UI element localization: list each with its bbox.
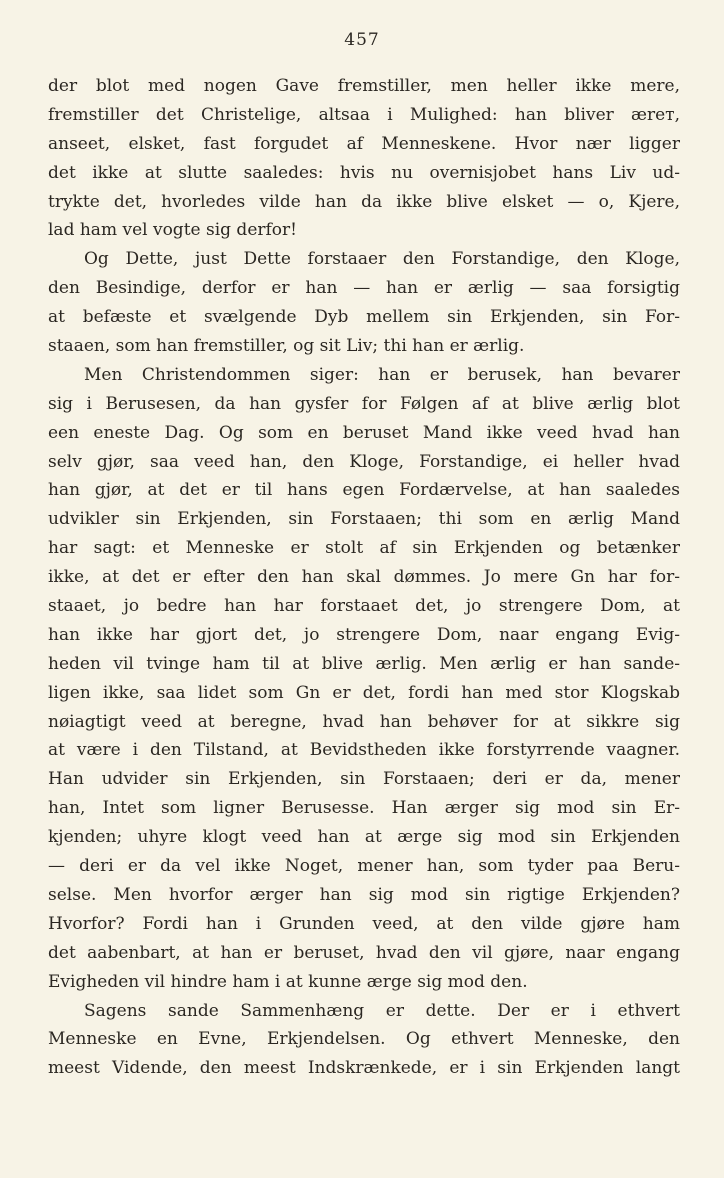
text-line: lad ham vel vogte sig derfor! [48, 220, 297, 241]
text-line: Menneske en Evne, Erkjendelsen. Og ethvert Menneske, den [48, 1029, 680, 1050]
text-line: det aabenbart, at han er beruset, hvad den vil gjøre, naar engang [48, 942, 680, 963]
text-line: — deri er da vel ikke Noget, mener han, som tyder paa Beru- [48, 856, 680, 877]
text-line: Hvorfor? Fordi han i Grunden veed, at den vilde gjøre ham [48, 913, 680, 934]
text-line: sig i Berusesen, da han gysfer for Følgen af at blive ærlig blot [48, 393, 680, 414]
text-line: der blot med nogen Gave fremstiller, men heller ikke mere, [48, 76, 680, 96]
text-line: een eneste Dag. Og som en beruset Mand ikke veed hvad han [48, 422, 680, 443]
text-line: Evigheden vil hindre ham i at kunne ærge sig mod den. [48, 971, 528, 992]
text-line: trykte det, hvorledes vilde han da ikke blive elsket — o, Kjere, [48, 191, 680, 212]
text-line: at være i den Tilstand, at Bevidstheden ikke forstyrrende vaagner. [48, 740, 680, 761]
text-line: anseet, elsket, fast forgudet af Menneskene. Hvor nær ligger [48, 133, 680, 154]
text-line: selv gjør, saa veed han, den Kloge, Forstandige, ei heller hvad [48, 451, 680, 472]
text-line: har sagt: et Menneske er stolt af sin Erkjenden og betænker [48, 538, 680, 559]
text-line: udvikler sin Erkjenden, sin Forstaaen; thi som en ærlig Mand [48, 509, 680, 530]
text-line: selse. Men hvorfor ærger han sig mod sin rigtige Erkjenden? [48, 884, 680, 905]
text-line: Men Christendommen siger: han er berusek, han bevarer [84, 364, 680, 385]
text-line: Sagens sande Sammenhæng er dette. Der er i ethvert [84, 1000, 680, 1021]
text-line: det ikke at slutte saaledes: hvis nu overnisjobet hans Liv ud- [48, 162, 680, 183]
text-line: den Besindige, derfor er han — han er ærlig — saa forsigtig [48, 278, 680, 299]
text-line: Han udvider sin Erkjenden, sin Forstaaen; deri er da, mener [48, 769, 680, 790]
text-line: Og Dette, just Dette forstaaer den Forstandige, den Kloge, [84, 249, 680, 270]
text-line: ligen ikke, saa lidet som Gn er det, fordi han med stor Klogskab [48, 682, 680, 703]
text-line: han, Intet som ligner Berusesse. Han ærger sig mod sin Er- [48, 798, 680, 819]
text-line: staaen, som han fremstiller, og sit Liv; thi han er ærlig. [48, 336, 525, 357]
text-line: kjenden; uhyre klogt veed han at ærge sig mod sin Erkjenden [48, 827, 680, 848]
text-line: staaet, jo bedre han har forstaaet det, jo strengere Dom, at [48, 596, 680, 617]
body-text [48, 72, 680, 1083]
text-line: ikke, at det er efter den han skal dømmes. Jo mere Gn har for- [48, 567, 680, 588]
text-line: at befæste et svælgende Dyb mellem sin Erkjenden, sin For- [48, 307, 680, 328]
text-line: han gjør, at det er til hans egen Fordærvelse, at han saaledes [48, 480, 680, 501]
text-line: han ikke har gjort det, jo strengere Dom, naar engang Evig- [48, 624, 680, 645]
text-line: fremstiller det Christelige, altsaa i Mulighed: han bliver ærет, [48, 104, 680, 125]
text-line: meest Vidende, den meest Indskrænkede, er i sin Erkjenden langt [48, 1058, 680, 1079]
text-line: heden vil tvinge ham til at blive ærlig. Men ærlig er han sande- [48, 653, 680, 674]
page-number: 457 [344, 30, 380, 50]
text-line: nøiagtigt veed at beregne, hvad han behøver for at sikkre sig [48, 711, 680, 732]
